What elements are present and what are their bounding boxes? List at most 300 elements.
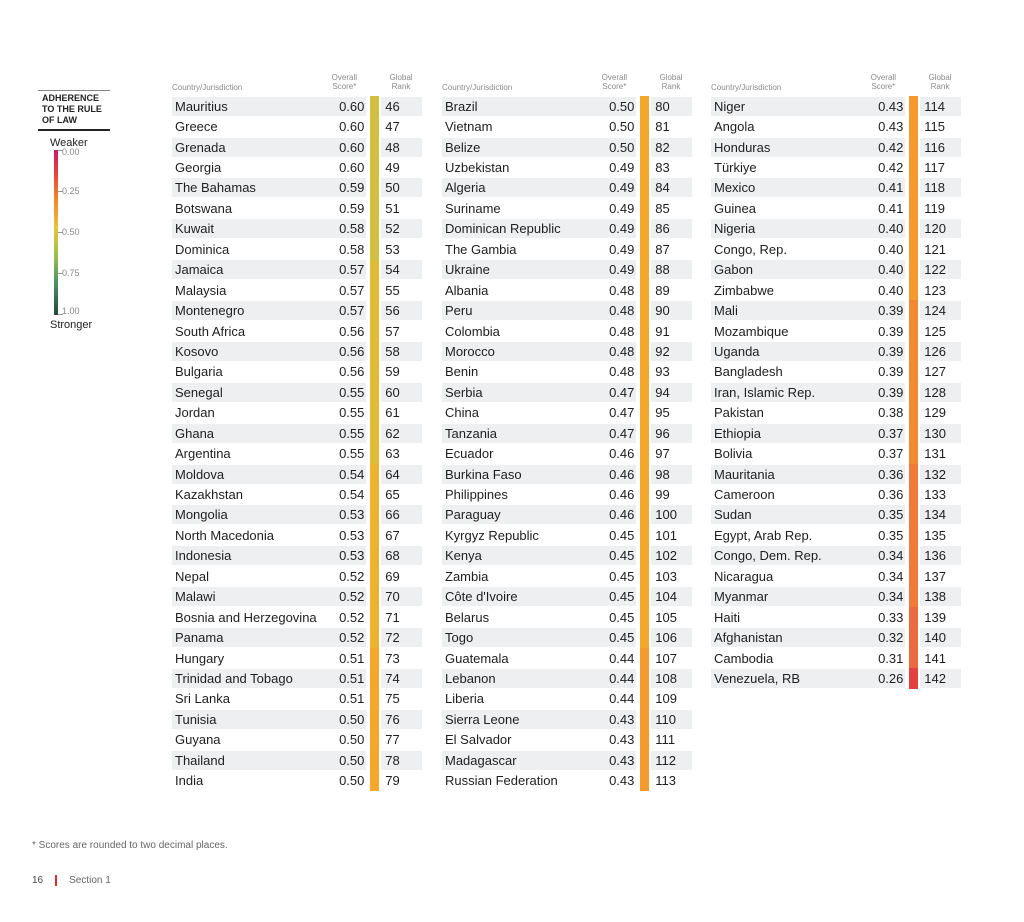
country-name: Iran, Islamic Rep.	[714, 384, 816, 400]
country-name: Myanmar	[714, 589, 769, 605]
legend-tick-label: 0.25	[62, 186, 80, 196]
global-rank: 115	[924, 119, 946, 135]
row-main	[442, 199, 636, 218]
score-color-bar	[640, 484, 649, 504]
table-row	[172, 505, 422, 525]
overall-score: 0.47	[609, 425, 635, 441]
table-row	[442, 280, 692, 300]
table-row	[711, 648, 961, 668]
country-name: Sri Lanka	[175, 691, 230, 707]
table-row	[711, 260, 961, 280]
global-rank: 130	[920, 424, 961, 443]
global-rank: 87	[655, 241, 670, 257]
overall-score: 0.52	[339, 609, 365, 625]
column-header	[172, 70, 422, 96]
global-rank: 95	[655, 405, 670, 421]
score-color-bar	[370, 525, 379, 545]
overall-score: 0.44	[609, 670, 635, 686]
country-name: Sierra Leone	[445, 711, 520, 727]
overall-score: 0.51	[339, 691, 365, 707]
global-rank: 94	[651, 383, 692, 402]
table-row	[711, 627, 961, 647]
score-color-bar	[909, 137, 918, 157]
country-name: China	[445, 405, 479, 421]
row-main	[711, 546, 905, 565]
overall-score: 0.36	[878, 466, 904, 482]
table-row	[172, 525, 422, 545]
header-country: Country/Jurisdiction	[711, 83, 782, 92]
legend-tick-label: 0.50	[62, 227, 80, 237]
overall-score: 0.50	[339, 711, 365, 727]
table-row	[172, 280, 422, 300]
country-name: Türkiye	[714, 160, 757, 176]
global-rank: 96	[651, 424, 692, 443]
country-name: Mexico	[714, 180, 756, 196]
overall-score: 0.48	[609, 282, 635, 298]
score-color-bar	[909, 198, 918, 218]
score-color-bar	[370, 443, 379, 463]
row-main	[711, 342, 905, 361]
row-main	[711, 301, 905, 320]
country-name: Indonesia	[175, 548, 232, 564]
score-color-bar	[640, 546, 649, 566]
table-row	[172, 546, 422, 566]
country-name: Peru	[445, 303, 473, 319]
page-footer	[32, 875, 111, 886]
country-name: Suriname	[445, 200, 501, 216]
overall-score: 0.50	[339, 752, 365, 768]
row-main	[442, 587, 636, 606]
score-color-bar	[640, 587, 649, 607]
country-name: Moldova	[175, 466, 225, 482]
global-rank: 57	[385, 323, 400, 339]
overall-score: 0.59	[339, 200, 365, 216]
table-row	[711, 157, 961, 177]
table-row	[711, 198, 961, 218]
overall-score: 0.60	[339, 119, 365, 135]
table-row	[442, 362, 692, 382]
row-main	[172, 342, 366, 361]
country-name: Grenada	[175, 139, 226, 155]
row-main	[172, 281, 366, 300]
row-main	[172, 771, 366, 790]
header-rank: Global Rank	[928, 73, 952, 91]
score-color-bar	[370, 300, 379, 320]
global-rank: 105	[655, 609, 677, 625]
overall-score: 0.39	[878, 364, 904, 380]
overall-score: 0.45	[609, 548, 635, 564]
overall-score: 0.51	[339, 670, 365, 686]
table-row	[442, 689, 692, 709]
country-name: Uzbekistan	[445, 160, 510, 176]
global-rank: 72	[381, 628, 422, 647]
overall-score: 0.52	[339, 568, 365, 584]
country-name: Burkina Faso	[445, 466, 522, 482]
row-main	[711, 587, 905, 606]
row-main	[711, 526, 905, 545]
row-main	[172, 158, 366, 177]
global-rank: 124	[920, 301, 961, 320]
global-rank: 118	[920, 178, 961, 197]
table-rows	[711, 96, 961, 689]
global-rank: 59	[385, 364, 400, 380]
overall-score: 0.34	[878, 589, 904, 605]
score-color-bar	[640, 607, 649, 627]
global-rank: 121	[924, 241, 946, 257]
score-color-bar	[909, 403, 918, 423]
row-main	[172, 751, 366, 770]
country-name: Madagascar	[445, 752, 517, 768]
country-name: Ghana	[175, 425, 215, 441]
table-row	[442, 239, 692, 259]
global-rank: 142	[920, 669, 961, 688]
score-color-bar	[640, 403, 649, 423]
row-main	[172, 362, 366, 381]
score-color-bar	[370, 566, 379, 586]
global-rank: 83	[655, 160, 670, 176]
global-rank: 69	[385, 568, 400, 584]
global-rank: 103	[655, 568, 677, 584]
country-name: Congo, Dem. Rep.	[714, 548, 822, 564]
row-main	[172, 485, 366, 504]
country-name: India	[175, 773, 204, 789]
table-row	[172, 198, 422, 218]
country-name: Kosovo	[175, 343, 219, 359]
row-main	[442, 567, 636, 586]
row-main	[172, 567, 366, 586]
overall-score: 0.57	[339, 303, 365, 319]
global-rank: 47	[385, 119, 400, 135]
country-name: Senegal	[175, 384, 223, 400]
score-color-bar	[370, 770, 379, 790]
table-row	[172, 484, 422, 504]
table-row	[442, 668, 692, 688]
table-row	[711, 587, 961, 607]
country-name: Ecuador	[445, 446, 494, 462]
table-row	[172, 157, 422, 177]
row-main	[442, 730, 636, 749]
country-name: Nicaragua	[714, 568, 774, 584]
score-color-bar	[640, 96, 649, 116]
overall-score: 0.48	[609, 364, 635, 380]
score-color-bar	[909, 505, 918, 525]
country-name: Serbia	[445, 384, 483, 400]
score-color-bar	[640, 321, 649, 341]
row-main	[711, 138, 905, 157]
score-color-bar	[640, 239, 649, 259]
row-main	[711, 362, 905, 381]
score-color-bar	[370, 382, 379, 402]
global-rank: 90	[651, 301, 692, 320]
row-main	[711, 649, 905, 668]
score-color-bar	[909, 382, 918, 402]
row-main	[442, 710, 636, 729]
row-main	[711, 260, 905, 279]
table-row	[442, 137, 692, 157]
table-row	[172, 750, 422, 770]
table-row	[442, 730, 692, 750]
country-name: Hungary	[175, 650, 225, 666]
overall-score: 0.50	[339, 732, 365, 748]
row-main	[172, 669, 366, 688]
overall-score: 0.49	[609, 221, 635, 237]
overall-score: 0.59	[339, 180, 365, 196]
overall-score: 0.39	[878, 384, 904, 400]
table-row	[172, 566, 422, 586]
score-color-bar	[909, 443, 918, 463]
section-label: Section 1	[69, 875, 111, 886]
global-rank: 68	[381, 546, 422, 565]
overall-score: 0.43	[609, 711, 635, 727]
global-rank: 138	[920, 587, 961, 606]
row-main	[711, 240, 905, 259]
score-color-bar	[909, 321, 918, 341]
score-color-bar	[640, 627, 649, 647]
header-rank: Global Rank	[659, 73, 683, 91]
overall-score: 0.39	[878, 343, 904, 359]
score-color-bar	[909, 362, 918, 382]
row-main	[442, 342, 636, 361]
score-color-bar	[370, 689, 379, 709]
score-color-bar	[370, 260, 379, 280]
score-color-bar	[640, 770, 649, 790]
table-row	[711, 423, 961, 443]
overall-score: 0.48	[609, 323, 635, 339]
country-name: Algeria	[445, 180, 486, 196]
row-main	[172, 730, 366, 749]
overall-score: 0.41	[878, 200, 904, 216]
country-name: Jamaica	[175, 262, 224, 278]
country-name: Thailand	[175, 752, 225, 768]
table-row	[172, 709, 422, 729]
global-rank: 91	[655, 323, 670, 339]
overall-score: 0.45	[609, 609, 635, 625]
score-color-bar	[370, 464, 379, 484]
country-name: Uganda	[714, 343, 760, 359]
global-rank: 71	[385, 609, 400, 625]
row-main	[442, 219, 636, 238]
table-row	[442, 505, 692, 525]
country-name: Dominica	[175, 241, 230, 257]
score-color-bar	[909, 668, 918, 688]
overall-score: 0.55	[339, 425, 365, 441]
row-main	[711, 505, 905, 524]
overall-score: 0.53	[339, 527, 365, 543]
page-number: 16	[32, 875, 44, 886]
score-color-bar	[370, 648, 379, 668]
table-row	[442, 382, 692, 402]
row-main	[442, 444, 636, 463]
country-name: Paraguay	[445, 507, 501, 523]
row-main	[442, 771, 636, 790]
table-row	[442, 443, 692, 463]
global-rank: 86	[651, 219, 692, 238]
global-rank: 132	[920, 465, 961, 484]
overall-score: 0.49	[609, 160, 635, 176]
row-main	[442, 260, 636, 279]
table-row	[172, 668, 422, 688]
overall-score: 0.45	[609, 568, 635, 584]
score-color-bar	[640, 505, 649, 525]
row-main	[442, 281, 636, 300]
row-main	[711, 424, 905, 443]
global-rank: 54	[381, 260, 422, 279]
country-name: Dominican Republic	[445, 221, 561, 237]
global-rank: 56	[381, 301, 422, 320]
row-main	[711, 403, 905, 422]
overall-score: 0.46	[609, 466, 635, 482]
score-color-bar	[370, 198, 379, 218]
country-name: Philippines	[445, 487, 508, 503]
score-color-bar	[370, 423, 379, 443]
table-row	[172, 239, 422, 259]
global-rank: 81	[655, 119, 670, 135]
row-main	[711, 219, 905, 238]
overall-score: 0.46	[609, 446, 635, 462]
row-main	[711, 485, 905, 504]
global-rank: 114	[920, 97, 961, 116]
table-row	[711, 382, 961, 402]
overall-score: 0.43	[878, 98, 904, 114]
global-rank: 66	[381, 505, 422, 524]
row-main	[172, 240, 366, 259]
global-rank: 135	[924, 527, 946, 543]
score-color-bar	[640, 137, 649, 157]
overall-score: 0.51	[339, 650, 365, 666]
overall-score: 0.49	[609, 180, 635, 196]
overall-score: 0.43	[609, 773, 635, 789]
table-row	[711, 219, 961, 239]
country-name: Belize	[445, 139, 481, 155]
row-main	[442, 97, 636, 116]
legend-tick-label: 1.00	[62, 306, 80, 316]
global-rank: 136	[920, 546, 961, 565]
row-main	[711, 322, 905, 341]
overall-score: 0.53	[339, 548, 365, 564]
overall-score: 0.50	[609, 139, 635, 155]
overall-score: 0.48	[609, 343, 635, 359]
country-name: Mali	[714, 303, 738, 319]
table-row	[711, 566, 961, 586]
overall-score: 0.56	[339, 343, 365, 359]
row-main	[172, 505, 366, 524]
row-main	[442, 485, 636, 504]
table-row	[442, 260, 692, 280]
global-rank: 61	[385, 405, 400, 421]
country-name: South Africa	[175, 323, 246, 339]
global-rank: 84	[651, 178, 692, 197]
score-color-bar	[640, 525, 649, 545]
table-rows	[172, 96, 422, 791]
row-main	[172, 322, 366, 341]
header-country: Country/Jurisdiction	[172, 83, 243, 92]
overall-score: 0.52	[339, 630, 365, 646]
overall-score: 0.58	[339, 221, 365, 237]
overall-score: 0.43	[878, 119, 904, 135]
country-name: Sudan	[714, 507, 752, 523]
global-rank: 89	[655, 282, 670, 298]
overall-score: 0.40	[878, 221, 904, 237]
country-name: Malaysia	[175, 282, 227, 298]
row-main	[442, 649, 636, 668]
score-color-bar	[909, 341, 918, 361]
table-row	[172, 648, 422, 668]
overall-score: 0.42	[878, 139, 904, 155]
row-main	[442, 505, 636, 524]
global-rank: 88	[651, 260, 692, 279]
row-main	[442, 465, 636, 484]
global-rank: 50	[381, 178, 422, 197]
global-rank: 113	[655, 773, 677, 789]
global-rank: 123	[924, 282, 946, 298]
row-main	[172, 260, 366, 279]
score-color-bar	[640, 668, 649, 688]
country-name: The Bahamas	[175, 180, 256, 196]
table-row	[172, 137, 422, 157]
row-main	[172, 403, 366, 422]
overall-score: 0.46	[609, 507, 635, 523]
global-rank: 92	[651, 342, 692, 361]
score-color-bar	[909, 648, 918, 668]
score-color-bar	[640, 157, 649, 177]
table-row	[711, 96, 961, 116]
global-rank: 65	[385, 487, 400, 503]
country-name: Gabon	[714, 262, 754, 278]
score-color-bar	[370, 239, 379, 259]
overall-score: 0.43	[609, 752, 635, 768]
overall-score: 0.49	[609, 200, 635, 216]
score-color-bar	[640, 566, 649, 586]
score-color-bar	[370, 219, 379, 239]
table-row	[172, 403, 422, 423]
overall-score: 0.37	[878, 425, 904, 441]
country-name: Brazil	[445, 98, 478, 114]
global-rank: 78	[381, 751, 422, 770]
table-row	[442, 546, 692, 566]
score-color-bar	[909, 300, 918, 320]
global-rank: 122	[920, 260, 961, 279]
country-name: Argentina	[175, 446, 231, 462]
table-column-1	[172, 70, 422, 791]
country-name: Niger	[714, 98, 746, 114]
overall-score: 0.26	[878, 670, 904, 686]
overall-score: 0.52	[339, 589, 365, 605]
score-color-bar	[909, 96, 918, 116]
global-rank: 110	[651, 710, 692, 729]
table-row	[442, 709, 692, 729]
global-rank: 125	[924, 323, 946, 339]
country-name: Tunisia	[175, 711, 217, 727]
score-color-bar	[640, 382, 649, 402]
table-row	[172, 300, 422, 320]
row-main	[172, 689, 366, 708]
overall-score: 0.55	[339, 405, 365, 421]
score-color-bar	[370, 116, 379, 136]
global-rank: 117	[924, 160, 946, 176]
score-color-bar	[370, 627, 379, 647]
row-main	[172, 199, 366, 218]
country-name: Panama	[175, 630, 224, 646]
legend-stronger-label: Stronger	[50, 319, 93, 331]
table-row	[172, 362, 422, 382]
table-row	[442, 321, 692, 341]
global-rank: 120	[920, 219, 961, 238]
table-row	[442, 96, 692, 116]
score-color-bar	[370, 587, 379, 607]
country-name: Guyana	[175, 732, 221, 748]
global-rank: 53	[385, 241, 400, 257]
score-color-bar	[370, 321, 379, 341]
